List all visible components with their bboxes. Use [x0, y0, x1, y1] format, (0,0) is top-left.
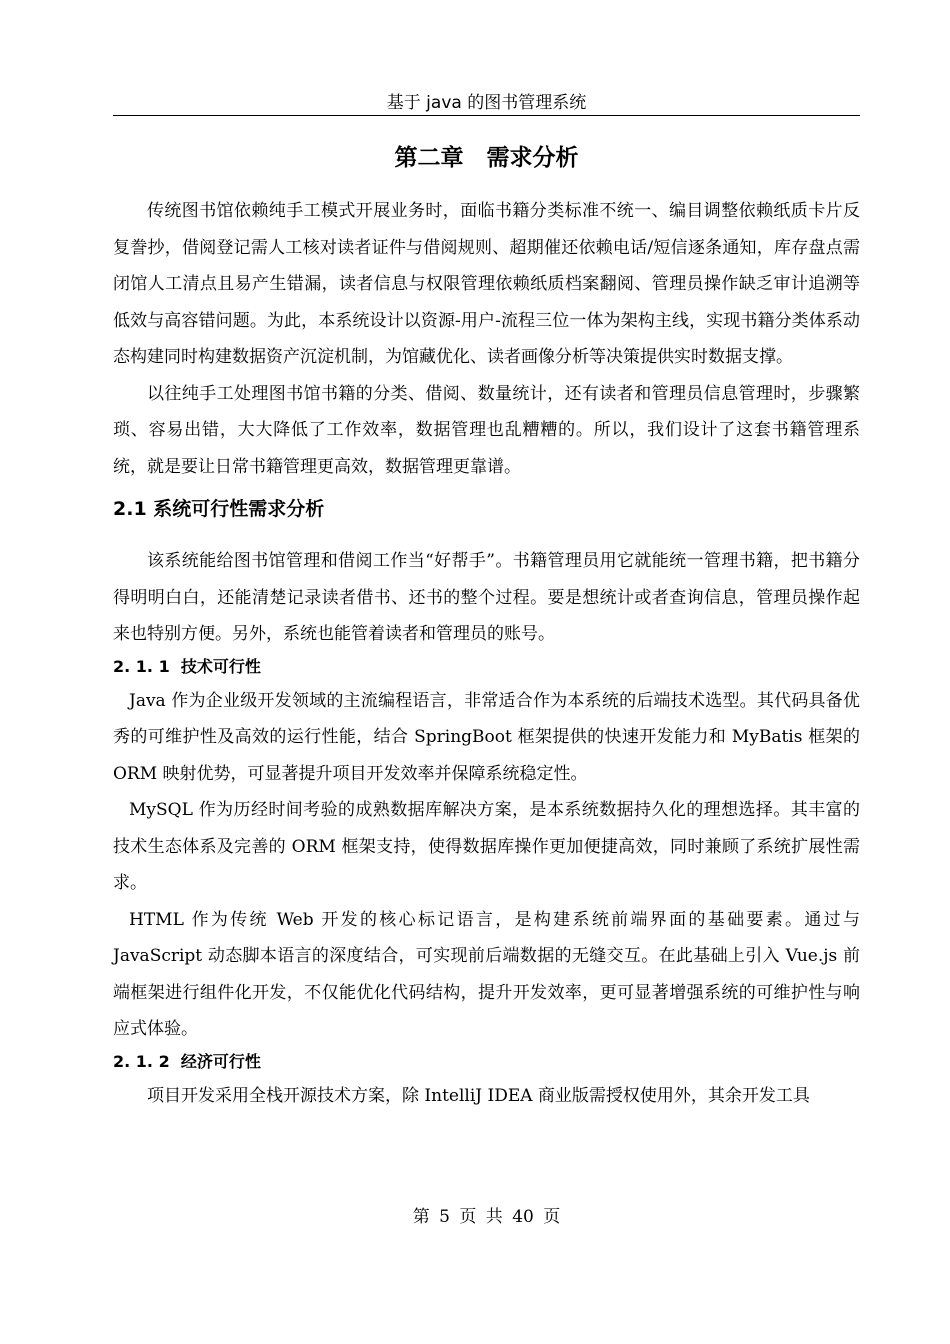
paragraph-feasibility-intro: 该系统能给图书馆管理和借阅工作当“好帮手”。书籍管理员用它就能统一管理书籍，把书籍分得明明白白，还能清楚记录读者借书、还书的整个过程。要是想统计或者查询信息，管理员操作起来也特别方便。另外，系统也能管着读者和管理员的账号。: [113, 551, 860, 644]
subsection-heading-2-1-2: 2. 1. 2 经济可行性: [113, 1051, 261, 1071]
paragraph-econ-1: 项目开发采用全栈开源技术方案，除 IntelliJ IDEA 商业版需授权使用外，其余开发工具: [147, 1085, 810, 1106]
running-header: 基于 java 的图书管理系统: [386, 93, 587, 113]
section-heading-2-1: 2.1 系统可行性需求分析: [113, 498, 325, 520]
chapter-title: 第二章 需求分析: [394, 145, 579, 171]
paragraph-tech-html: HTML 作为传统 Web 开发的核心标记语言，是构建系统前端界面的基础要素。通过与 JavaScript 动态脚本语言的深度结合，可实现前后端数据的无缝交互。在此基础上引入 Vue.js 前端框架进行组件化开发，不仅能优化代码结构，提升开发效率，更可显著增强系统的可维护性与响应式体验。: [113, 909, 860, 1039]
paragraph-intro-1: 传统图书馆依赖纯手工模式开展业务时，面临书籍分类标准不统一、编目调整依赖纸质卡片反复誊抄，借阅登记需人工核对读者证件与借阅规则、超期催还依赖电话/短信逐条通知，库存盘点需闭馆人工清点且易产生错漏，读者信息与权限管理依赖纸质档案翻阅、管理员操作缺乏审计追溯等低效与高容错问题。为此，本系统设计以资源-用户-流程三位一体为架构主线，实现书籍分类体系动态构建同时构建数据资产沉淀机制，为馆藏优化、读者画像分析等决策提供实时数据支撑。: [113, 201, 860, 367]
paragraph-tech-java: Java 作为企业级开发领域的主流编程语言，非常适合作为本系统的后端技术选型。其代码具备优秀的可维护性及高效的运行性能，结合 SpringBoot 框架提供的快速开发能力和 MyBatis 框架的 ORM 映射优势，可显著提升项目开发效率并保障系统稳定性。: [113, 690, 860, 784]
subsection-heading-2-1-1: 2. 1. 1 技术可行性: [113, 656, 261, 676]
header-divider: [113, 115, 860, 116]
page-body: [113, 143, 860, 1114]
paragraph-tech-mysql: MySQL 作为历经时间考验的成熟数据库解决方案，是本系统数据持久化的理想选择。其丰富的技术生态体系及完善的 ORM 框架支持，使得数据库操作更加便捷高效，同时兼顾了系统扩展性需求。: [113, 800, 860, 893]
paragraph-intro-2: 以往纯手工处理图书馆书籍的分类、借阅、数量统计，还有读者和管理员信息管理时，步骤繁琐、容易出错，大大降低了工作效率，数据管理也乱糟糟的。所以，我们设计了这套书籍管理系统，就是要让日常书籍管理更高效，数据管理更靠谱。: [113, 383, 860, 477]
page-number-footer: 第 5 页 共 40 页: [412, 1207, 561, 1227]
